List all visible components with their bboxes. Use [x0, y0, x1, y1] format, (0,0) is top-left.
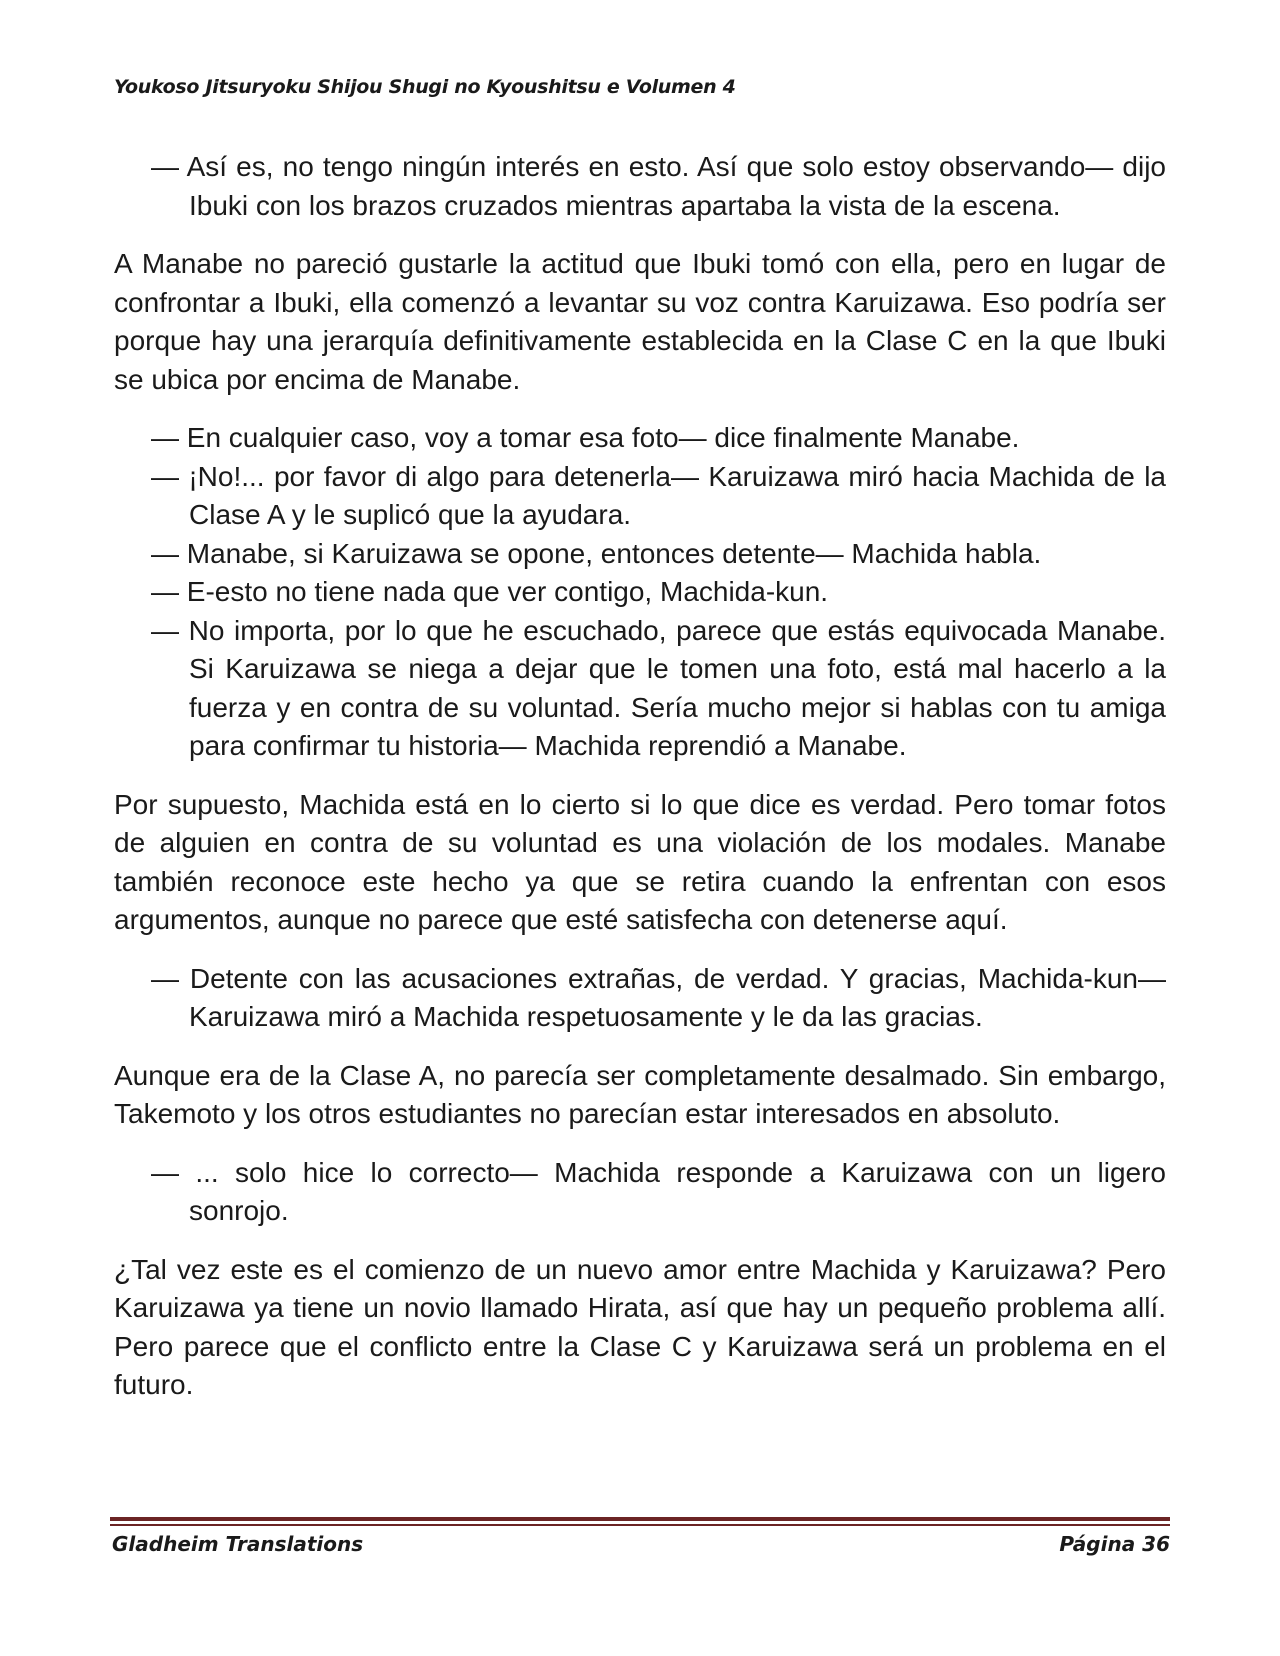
paragraph: ¿Tal vez este es el comienzo de un nuevo amor entre Machida y Karuizawa? Pero Karuizawa ya tiene un novio llamado Hirata, así que hay un pequeño problema allí. Pero parece que el conflicto entre la Clase C y Karuizawa será un problema en el futuro.: [114, 1253, 1166, 1400]
dialog-block: [114, 1154, 1166, 1231]
dialog-line: — No importa, por lo que he escuchado, parece que estás equivocada Manabe. Si Karuizawa se niega a dejar que le tomen una foto, está mal hacerlo a la fuerza y en contra de su voluntad. Sería mucho mejor si hablas con tu amiga para confirmar tu historia— Machida reprendió a Manabe.: [151, 614, 1166, 761]
dialog-block: [114, 148, 1166, 225]
paragraph: Aunque era de la Clase A, no parecía ser completamente desalmado. Sin embargo, Takemoto y los otros estudiantes no parecían estar interesados en absoluto.: [114, 1059, 1166, 1129]
paragraph: A Manabe no pareció gustarle la actitud que Ibuki tomó con ella, pero en lugar de confrontar a Ibuki, ella comenzó a levantar su voz contra Karuizawa. Eso podría ser porque hay una jerarquía definitivamente establecida en la Clase C en la que Ibuki se ubica por encima de Manabe.: [114, 248, 1166, 395]
dialog-line: — Manabe, si Karuizawa se opone, entonces detente— Machida habla.: [151, 537, 1042, 569]
dialog-line: — E-esto no tiene nada que ver contigo, Machida-kun.: [151, 576, 829, 607]
page-content: [114, 148, 1166, 1425]
dialog-line: — Detente con las acusaciones extrañas, de verdad. Y gracias, Machida-kun— Karuizawa miró a Machida respetuosamente y le da las gracias.: [151, 962, 1166, 1032]
dialog-line: — En cualquier caso, voy a tomar esa foto— dice finalmente Manabe.: [151, 422, 1020, 453]
dialog-line: — ... solo hice lo correcto— Machida responde a Karuizawa con un ligero sonrojo.: [151, 1156, 1166, 1226]
dialog-line: — Así es, no tengo ningún interés en esto. Así que solo estoy observando— dijo Ibuki con los brazos cruzados mientras apartaba la vista de la escena.: [151, 151, 1166, 221]
dialog-line: — ¡No!... por favor di algo para detenerla— Karuizawa miró hacia Machida de la Clase A y le suplicó que la ayudara.: [151, 460, 1166, 530]
dialog-block: [114, 960, 1166, 1037]
footer-page-number: Página 36: [1059, 1532, 1170, 1556]
dialog-block: [114, 419, 1166, 766]
footer-translator: Gladheim Translations: [112, 1532, 364, 1556]
footer-divider-thin: [110, 1524, 1170, 1526]
running-header: Youkoso Jitsuryoku Shijou Shugi no Kyoushitsu e Volumen 4: [114, 76, 736, 98]
paragraph: Por supuesto, Machida está en lo cierto si lo que dice es verdad. Pero tomar fotos de alguien en contra de su voluntad es una violación de los modales. Manabe también reconoce este hecho ya que se retira cuando la enfrentan con esos argumentos, aunque no parece que esté satisfecha con detenerse aquí.: [114, 788, 1166, 935]
footer-divider-thick: [110, 1517, 1170, 1521]
